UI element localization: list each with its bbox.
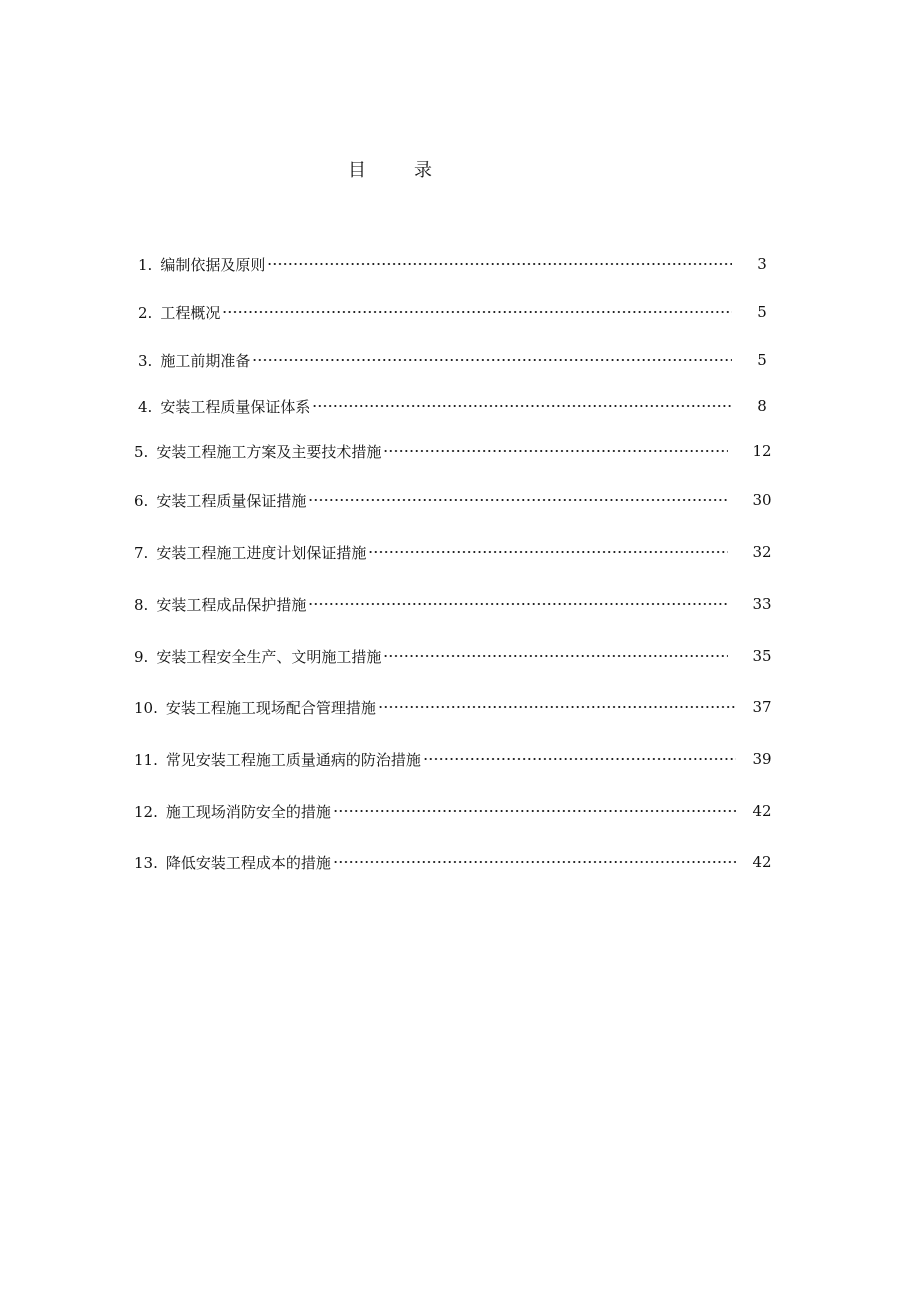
toc-leader-dots bbox=[378, 706, 736, 708]
toc-entry-title: 安装工程施工进度计划保证措施 bbox=[156, 543, 367, 562]
toc-entry-title: 安装工程施工方案及主要技术措施 bbox=[156, 442, 382, 461]
toc-entry-number: 9. bbox=[134, 647, 149, 666]
toc-entry bbox=[138, 253, 734, 275]
toc-heading-left: 目 bbox=[348, 160, 366, 181]
toc-entry-title: 安装工程质量保证措施 bbox=[156, 491, 307, 510]
toc-leader-dots bbox=[308, 499, 728, 501]
toc-entry-number: 5. bbox=[134, 442, 149, 461]
toc-leader-dots bbox=[368, 551, 728, 553]
toc-entry-number: 7. bbox=[134, 543, 149, 562]
toc-entry-title: 安装工程安全生产、文明施工措施 bbox=[156, 647, 382, 666]
toc-entry-page: 42 bbox=[752, 853, 772, 871]
toc-leader-dots bbox=[423, 758, 736, 760]
toc-entry bbox=[134, 440, 730, 462]
toc-entry-page: 39 bbox=[752, 750, 772, 768]
toc-entry-number: 13. bbox=[134, 853, 158, 872]
toc-entry bbox=[138, 301, 734, 323]
toc-entry-title: 工程概况 bbox=[160, 303, 221, 322]
toc-entry-page: 3 bbox=[757, 255, 767, 273]
toc-entry-page: 30 bbox=[752, 491, 772, 509]
toc-entry-page: 35 bbox=[752, 647, 772, 665]
toc-leader-dots bbox=[252, 359, 732, 361]
toc-entry bbox=[134, 489, 730, 511]
toc-entry-title: 编制依据及原则 bbox=[160, 255, 266, 274]
toc-entry-number: 11. bbox=[134, 750, 158, 769]
toc-leader-dots bbox=[333, 861, 736, 863]
toc-entry-number: 8. bbox=[134, 595, 149, 614]
toc-entry bbox=[134, 851, 738, 873]
toc-entry bbox=[134, 541, 730, 563]
toc-entry-page: 32 bbox=[752, 543, 772, 561]
toc-entry-title: 安装工程施工现场配合管理措施 bbox=[165, 698, 376, 717]
toc-entry-number: 1. bbox=[138, 255, 153, 274]
toc-entry-number: 6. bbox=[134, 491, 149, 510]
toc-leader-dots bbox=[267, 263, 732, 265]
toc-entry-title: 安装工程成品保护措施 bbox=[156, 595, 307, 614]
toc-entry-number: 4. bbox=[138, 397, 153, 416]
toc-heading-right: 录 bbox=[414, 160, 432, 181]
toc-entry-page: 8 bbox=[757, 397, 767, 415]
toc-entry bbox=[134, 593, 730, 615]
toc-entry-number: 10. bbox=[134, 698, 158, 717]
toc-entry-title: 安装工程质量保证体系 bbox=[160, 397, 311, 416]
toc-leader-dots bbox=[333, 810, 736, 812]
toc-leader-dots bbox=[383, 450, 728, 452]
toc-entry-page: 42 bbox=[752, 802, 772, 820]
toc-entry bbox=[134, 748, 738, 770]
toc-leader-dots bbox=[308, 603, 728, 605]
toc-entry-title: 施工现场消防安全的措施 bbox=[165, 802, 331, 821]
toc-entry bbox=[134, 645, 730, 667]
toc-entry-page: 5 bbox=[757, 303, 767, 321]
toc-heading bbox=[0, 156, 780, 182]
toc-leader-dots bbox=[312, 405, 732, 407]
toc-leader-dots bbox=[383, 655, 728, 657]
toc-entry bbox=[134, 800, 738, 822]
toc-entry-page: 37 bbox=[752, 698, 772, 716]
toc-leader-dots bbox=[222, 311, 732, 313]
toc-entry-page: 12 bbox=[752, 442, 772, 460]
toc-entry-title: 常见安装工程施工质量通病的防治措施 bbox=[165, 750, 421, 769]
toc-entry-title: 施工前期准备 bbox=[160, 351, 251, 370]
toc-entry bbox=[138, 349, 734, 371]
toc-entry-number: 3. bbox=[138, 351, 153, 370]
toc-entry-number: 2. bbox=[138, 303, 153, 322]
toc-entry bbox=[138, 395, 734, 417]
toc-entry-page: 5 bbox=[757, 351, 767, 369]
toc-entry-page: 33 bbox=[752, 595, 772, 613]
toc-entry bbox=[134, 696, 738, 718]
toc-entry-number: 12. bbox=[134, 802, 158, 821]
toc-entry-title: 降低安装工程成本的措施 bbox=[165, 853, 331, 872]
